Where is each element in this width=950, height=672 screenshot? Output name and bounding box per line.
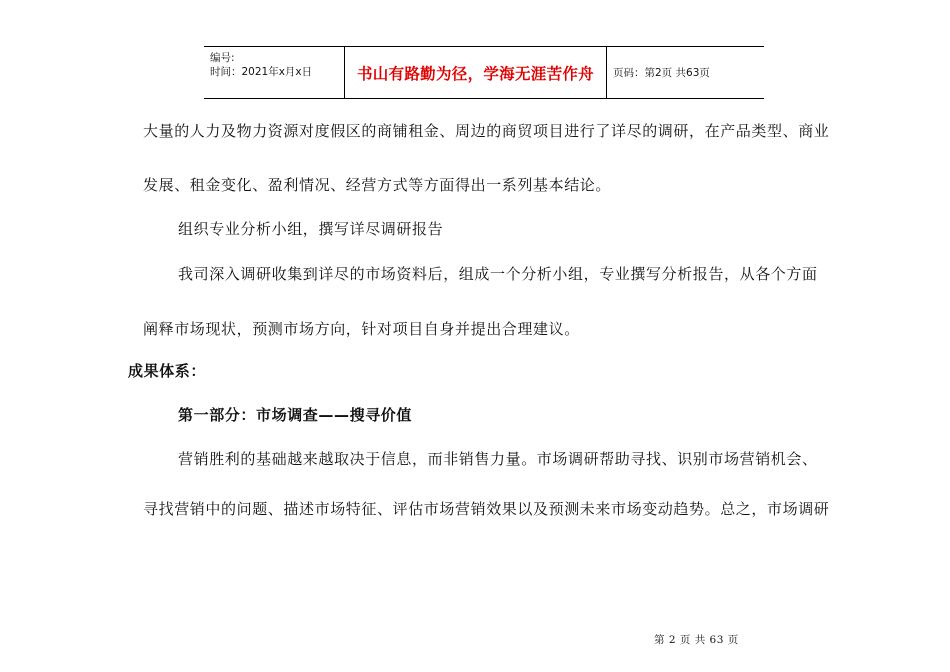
header-slogan: 书山有路勤为径，学海无涯苦作舟 (345, 47, 607, 98)
page-header (204, 46, 764, 99)
paragraph-line: 组织专业分析小组，撰写详尽调研报告 (178, 220, 444, 238)
subsection-heading: 第一部分：市场调查——搜寻价值 (178, 406, 413, 424)
paragraph-line: 我司深入调研收集到详尽的市场资料后，组成一个分析小组，专业撰写分析报告，从各个方面 (178, 265, 818, 283)
header-time-label: 时间：2021年x月x日 (210, 66, 313, 78)
paragraph-line: 阐释市场现状，预测市场方向，针对项目自身并提出合理建议。 (143, 320, 580, 338)
paragraph-line: 营销胜利的基础越来越取决于信息，而非销售力量。市场调研帮助寻找、识别市场营销机会、 (178, 450, 818, 468)
paragraph-line: 发展、租金变化、盈利情况、经营方式等方面得出一系列基本结论。 (143, 176, 612, 194)
header-page-info: 页码：第2页 共63页 (613, 67, 710, 79)
header-meta (204, 47, 345, 98)
paragraph-line: 寻找营销中的问题、描述市场特征、评估市场营销效果以及预测未来市场变动趋势。总之，市场调研 (143, 500, 830, 518)
paragraph-line: 大量的人力及物力资源对度假区的商铺租金、周边的商贸项目进行了详尽的调研，在产品类型、商业 (143, 122, 830, 140)
header-number-label: 编号: (210, 52, 235, 64)
page-footer: 第 2 页 共 63 页 (654, 634, 739, 646)
section-heading: 成果体系： (128, 362, 207, 380)
